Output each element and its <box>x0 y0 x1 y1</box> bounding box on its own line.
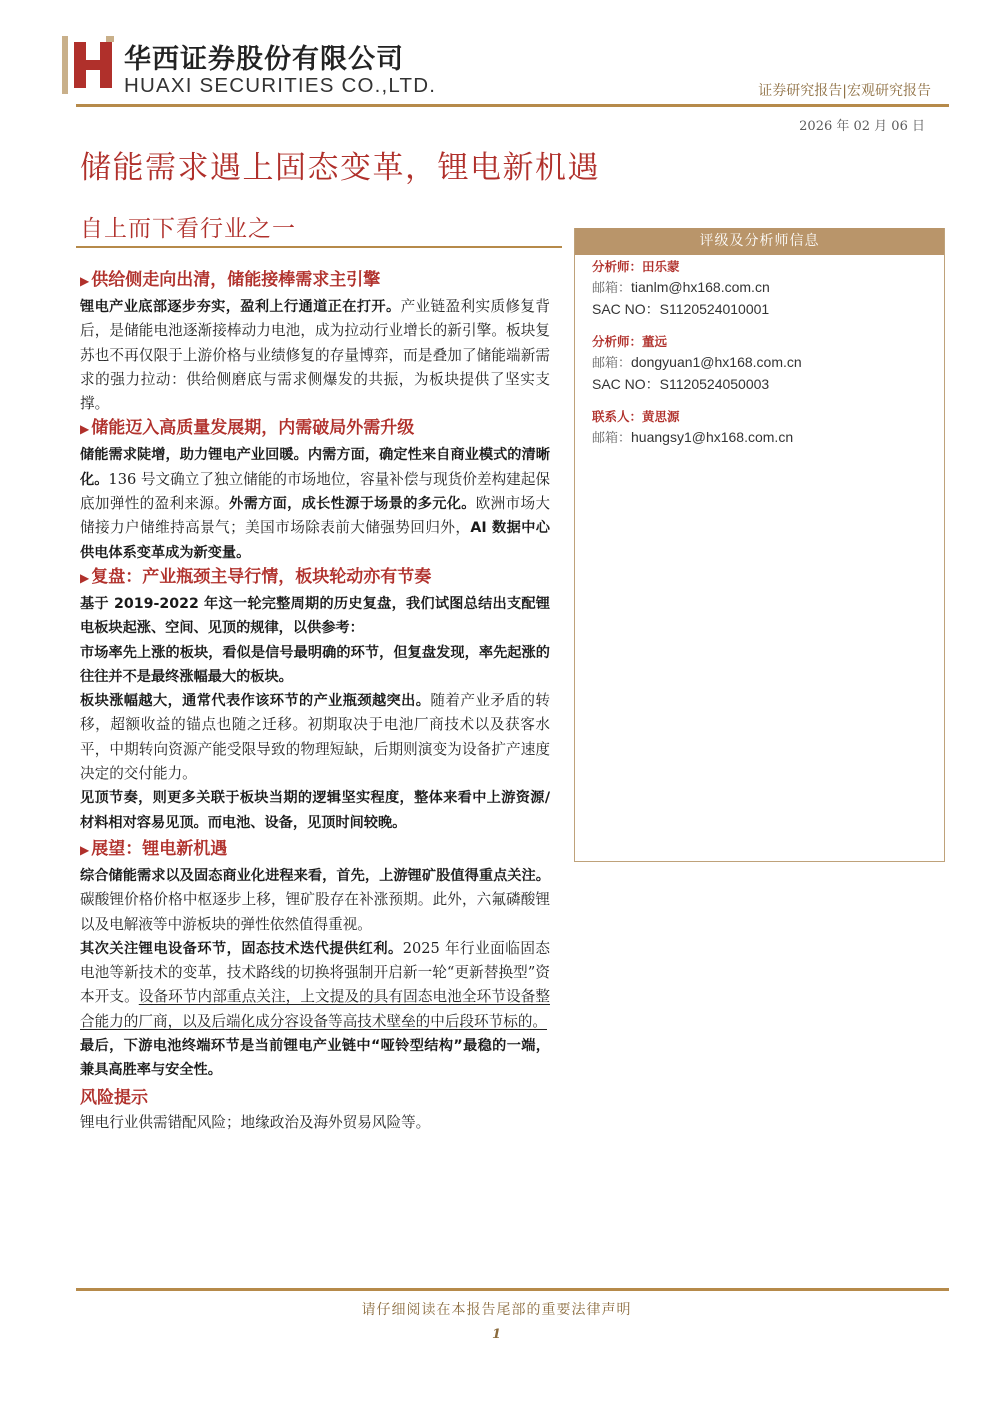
analyst-name: 分析师：董远 <box>592 334 668 349</box>
paragraph: 见顶节奏，则更多关联于板块当期的逻辑坚实程度，整体来看中上游资源/材料相对容易见顶。而电池、设备，见顶时间较晚。 <box>80 790 550 831</box>
huaxi-logo-icon <box>62 36 114 94</box>
subtitle-divider <box>76 246 562 248</box>
contact-name: 联系人：黄思源 <box>592 409 680 424</box>
paragraph: 其次关注锂电设备环节，固态技术迭代提供红利。2025 年行业面临固态电池等新技术的变革，技术路线的切换将强制开启新一轮“更新替换型”资本开支。设备环节内部重点关注，上文提及的具有固态电池全环节设备整合能力的厂商，以及后端化成分容设备等高技术壁垒的中后段环节标的。 <box>80 939 550 1030</box>
analyst-sac: SAC NO：S1120524010001 <box>592 301 770 317</box>
analyst-block <box>592 256 770 321</box>
company-name-en: HUAXI SECURITIES CO.,LTD. <box>124 74 437 97</box>
paragraph: 板块涨幅越大，通常代表作该环节的产业瓶颈越突出。随着产业矛盾的转移，超额收益的锚点也随之迁移。初期取决于电池厂商技术以及获客水平，中期转向资源产能受限导致的物理短缺，后期则演变为设备扩产速度决定的交付能力。 <box>80 692 550 783</box>
report-title: 储能需求遇上固态变革，锂电新机遇 <box>80 150 600 186</box>
paragraph: 市场率先上涨的板块，看似是信号最明确的环节，但复盘发现，率先起涨的往往并不是最终涨幅最大的板块。 <box>80 644 550 685</box>
paragraph: 最后，下游电池终端环节是当前锂电产业链中“哑铃型结构”最稳的一端，兼具高胜率与安全性。 <box>80 1038 550 1079</box>
analyst-name: 分析师：田乐蒙 <box>592 259 680 274</box>
page-number: 1 <box>491 1327 502 1342</box>
risk-text: 锂电行业供需错配风险；地缘政治及海外贸易风险等。 <box>80 1113 431 1131</box>
header-divider <box>76 104 949 107</box>
contact-email[interactable]: huangsy1@hx168.com.cn <box>631 429 794 445</box>
triangle-bullet-icon: ▶ <box>80 570 90 585</box>
report-date: 2026 年 02 月 06 日 <box>799 119 925 134</box>
analyst-email[interactable]: tianlm@hx168.com.cn <box>631 279 770 295</box>
report-subtitle: 自上而下看行业之一 <box>80 216 296 242</box>
section-heading: ▶ 复盘：产业瓶颈主导行情，板块轮动亦有节奏 <box>80 566 432 587</box>
section-heading: ▶ 展望：锂电新机遇 <box>80 838 228 859</box>
analyst-sac: SAC NO：S1120524050003 <box>592 376 770 392</box>
triangle-bullet-icon: ▶ <box>80 274 90 288</box>
triangle-bullet-icon: ▶ <box>80 842 90 857</box>
summary-column <box>80 268 550 1135</box>
footer-divider <box>76 1288 949 1291</box>
analyst-email[interactable]: dongyuan1@hx168.com.cn <box>631 354 802 370</box>
triangle-bullet-icon: ▶ <box>80 422 90 437</box>
analyst-block <box>592 331 802 396</box>
panel-header: 评级及分析师信息 <box>575 228 944 255</box>
company-name-cn: 华西证券股份有限公司 <box>124 44 404 75</box>
section-heading: ▶ 储能迈入高质量发展期，内需破局外需升级 <box>80 418 415 439</box>
paragraph: 锂电产业底部逐步夯实，盈利上行通道正在打开。产业链盈利实质修复背后，是储能电池逐渐接棒动力电池，成为拉动行业增长的新引擎。板块复苏也不再仅限于上游价格与业绩修复的存量博弈，而是叠加了储能端新需求的强力拉动：供给侧磨底与需求侧爆发的共振，为板块提供了坚实支撑。 <box>80 298 550 413</box>
email-label: 邮箱： <box>592 356 632 371</box>
section-heading: ▶ 供给侧走向出清，储能接棒需求主引擎 <box>80 270 381 290</box>
analyst-info-panel <box>574 228 945 862</box>
risk-heading: 风险提示 <box>80 1087 148 1108</box>
paragraph: 基于 2019-2022 年这一轮完整周期的历史复盘，我们试图总结出支配锂电板块起涨、空间、见顶的规律，以供参考： <box>80 595 550 637</box>
paragraph: 储能需求陡增，助力锂电产业回暖。内需方面，确定性来自商业模式的清晰化。136 号文确立了独立储能的市场地位，容量补偿与现货价差构建起保底加弹性的盈利来源。外需方面，成长性源于场景的多元化。欧洲市场大储接力户储维持高景气；美国市场除表前大储强势回归外，AI 数据中心供电体系变革成为新变量。 <box>80 447 550 561</box>
email-label: 邮箱： <box>592 431 632 446</box>
legal-notice: 请仔细阅读在本报告尾部的重要法律声明 <box>361 1302 632 1318</box>
paragraph: 综合储能需求以及固态商业化进程来看，首先，上游锂矿股值得重点关注。碳酸锂价格价格中枢逐步上移，锂矿股存在补涨预期。此外，六氟磷酸锂以及电解液等中游板块的弹性依然值得重视。 <box>80 867 550 933</box>
email-label: 邮箱： <box>592 281 632 296</box>
report-type: 证券研究报告|宏观研究报告 <box>758 83 931 99</box>
contact-block <box>592 406 793 449</box>
